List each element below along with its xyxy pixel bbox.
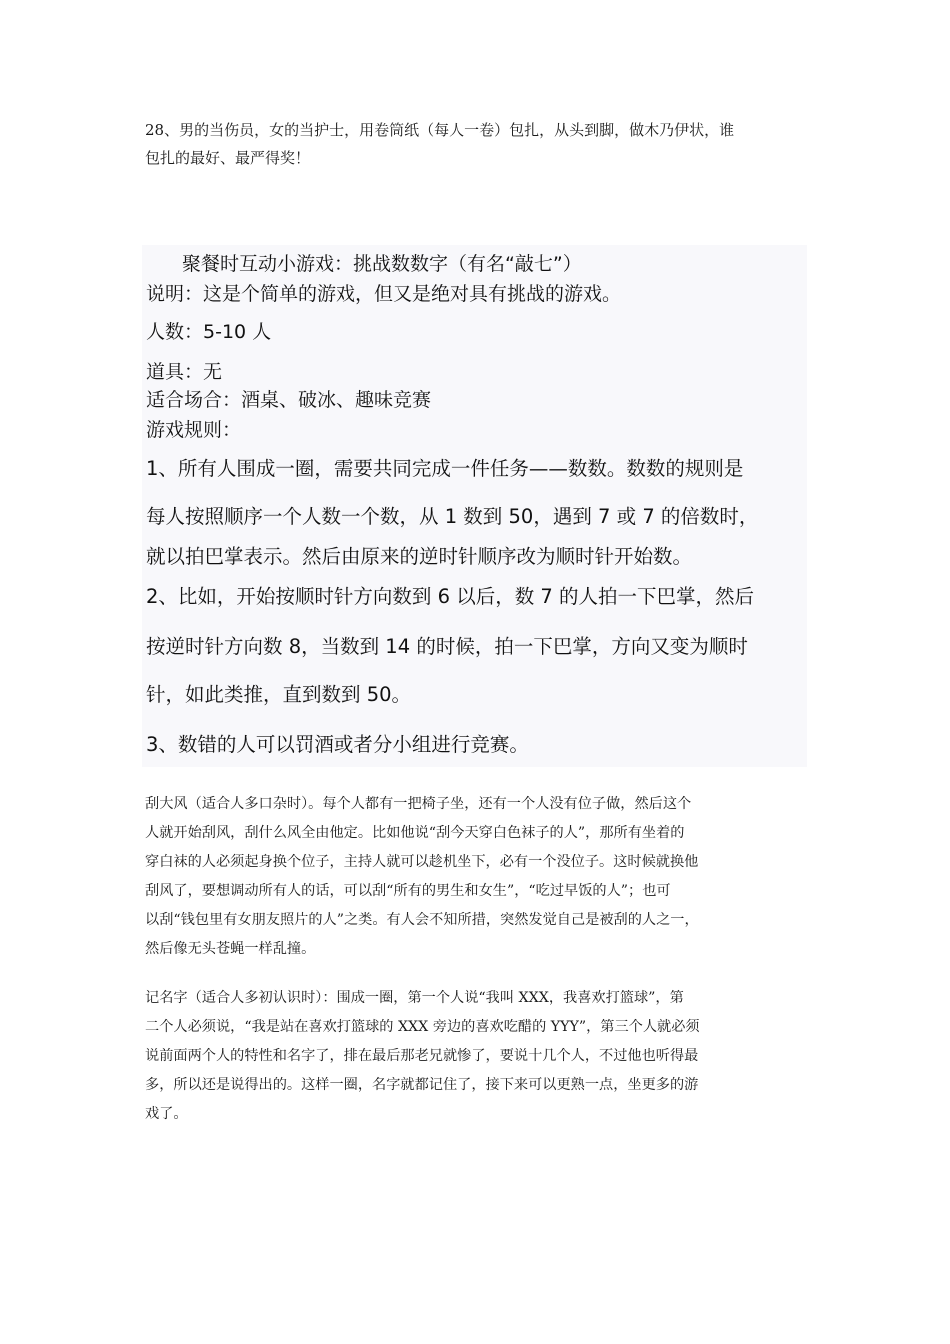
paragraph-wind-game [145,790,810,964]
paragraph-line: 戏了。 [145,1106,188,1122]
game-people: 人数：5-10 人 [146,321,272,343]
rule-line: 就以拍巴掌表示。然后由原来的逆时针顺序改为顺时针开始数。 [146,545,693,568]
rule-line: 1、所有人围成一圈，需要共同完成一件任务——数数。数数的规则是 [146,457,744,480]
rule-line: 针，如此类推，直到数到 50。 [146,683,412,706]
rule-line: 3、数错的人可以罚酒或者分小组进行竞赛。 [146,733,529,756]
paragraph-line: 说前面两个人的特性和名字了，排在最后那老兄就惨了，要说十几个人，不过他也听得最 [145,1048,699,1064]
paragraph-line: 记名字（适合人多初认识时）：围成一圈，第一个人说“我叫 XXX，我喜欢打篮球”，第 [145,990,684,1006]
game-rules-heading: 游戏规则： [146,419,242,441]
game-description: 说明：这是个简单的游戏，但又是绝对具有挑战的游戏。 [146,283,622,305]
paragraph-28 [145,116,810,172]
game-section [142,245,807,767]
paragraph-line: 穿白袜的人必须起身换个位子，主持人就可以趁机坐下，必有一个没位子。这时候就换他 [145,854,699,870]
paragraph-line: 人就开始刮风，刮什么风全由他定。比如他说“刮今天穿白色袜子的人”，那所有坐着的 [145,825,685,841]
paragraph-line: 二个人必须说，“我是站在喜欢打篮球的 XXX 旁边的喜欢吃醋的 YYY”，第三个人就必须 [145,1019,700,1035]
game-title: 聚餐时互动小游戏：挑战数数字（有名“敲七”） [182,253,582,275]
game-occasion: 适合场合：酒桌、破冰、趣味竞赛 [146,389,432,411]
rule-line: 2、比如，开始按顺时针方向数到 6 以后，数 7 的人拍一下巴掌，然后 [146,585,755,608]
paragraph-line: 刮风了，要想调动所有人的话，可以刮“所有的男生和女生”，“吃过早饭的人”；也可 [145,883,671,899]
rule-line: 按逆时针方向数 8，当数到 14 的时候，拍一下巴掌，方向又变为顺时 [146,635,748,658]
paragraph-line: 28、男的当伤员，女的当护士，用卷筒纸（每人一卷）包扎，从头到脚，做木乃伊状，谁 [145,121,735,139]
paragraph-line: 包扎的最好、最严得奖！ [145,149,311,167]
paragraph-name-game [145,984,810,1129]
paragraph-line: 然后像无头苍蝇一样乱撞。 [145,941,316,957]
paragraph-line: 以刮“钱包里有女朋友照片的人”之类。有人会不知所措，突然发觉自己是被刮的人之一， [145,912,699,928]
rule-line: 每人按照顺序一个人数一个数，从 1 数到 50，遇到 7 或 7 的倍数时， [146,505,759,528]
paragraph-line: 刮大风（适合人多口杂时）。每个人都有一把椅子坐，还有一个人没有位子做，然后这个 [145,796,692,812]
game-props: 道具：无 [146,361,223,383]
paragraph-line: 多，所以还是说得出的。这样一圈，名字就都记住了，接下来可以更熟一点，坐更多的游 [145,1077,699,1093]
